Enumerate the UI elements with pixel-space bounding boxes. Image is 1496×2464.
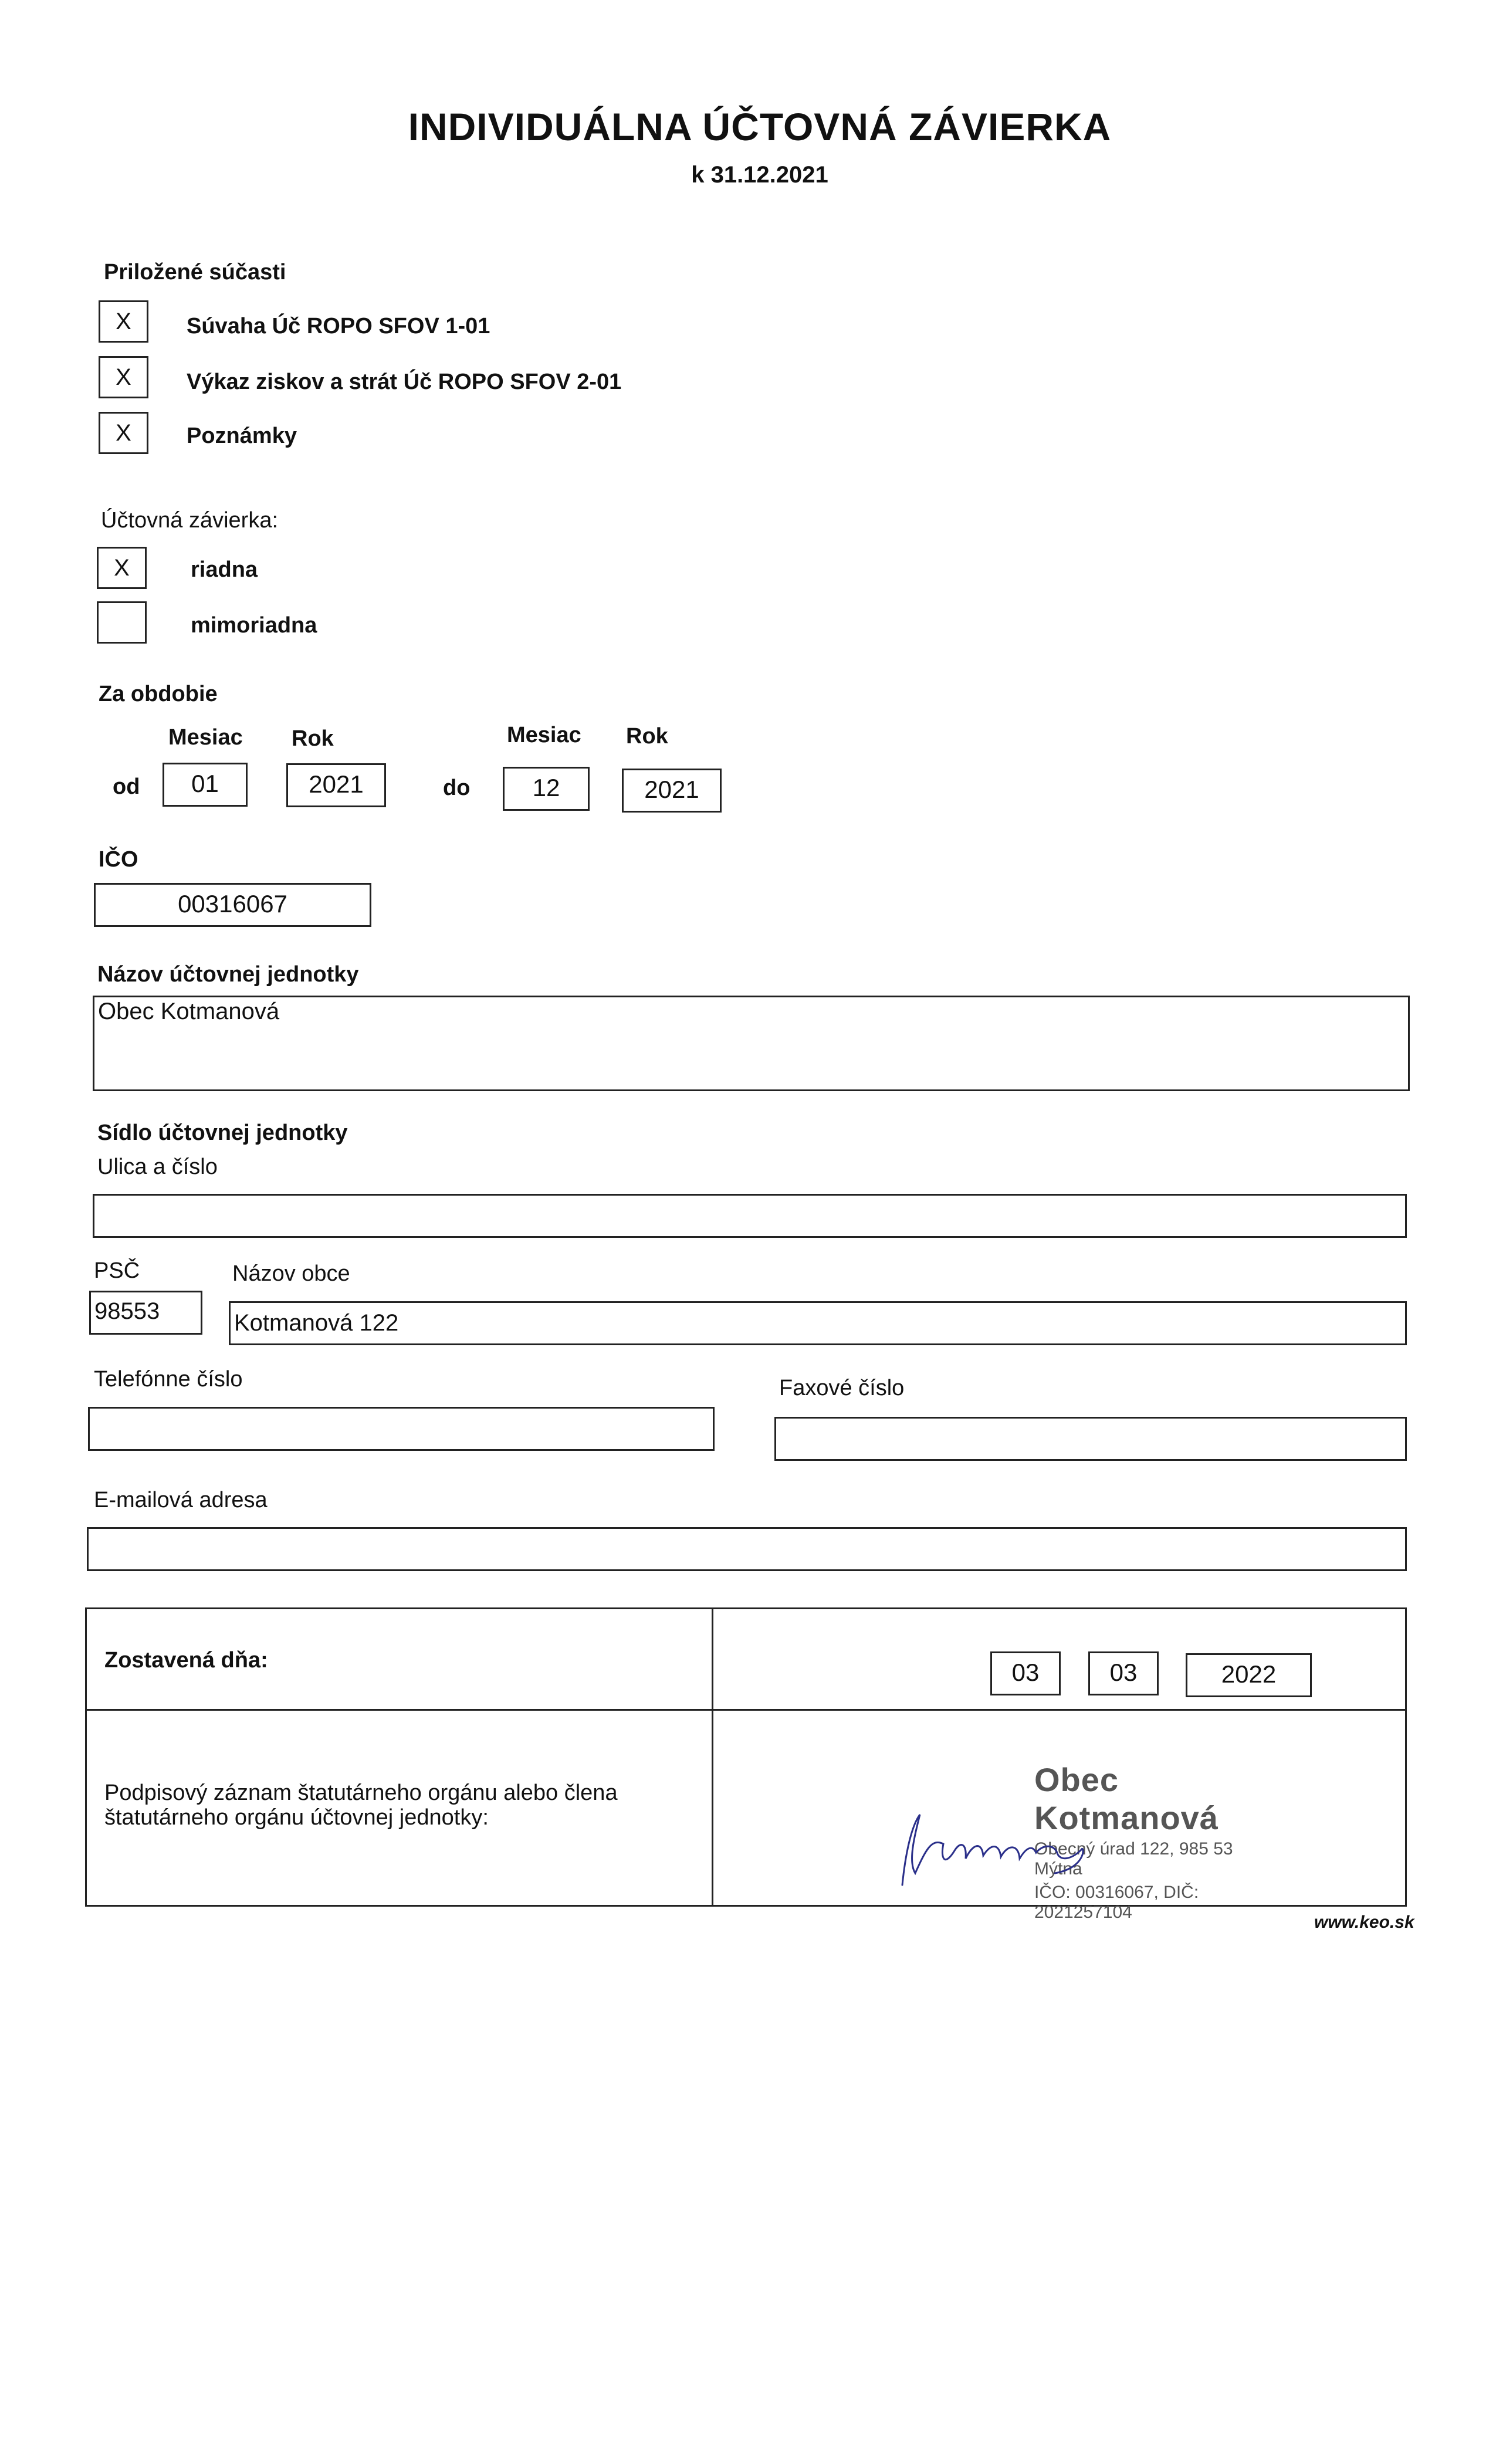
stamp-ids: IČO: 00316067, DIČ: 2021257104 bbox=[1034, 1883, 1199, 1922]
checkbox-balance-sheet[interactable]: X bbox=[99, 300, 148, 343]
table-vertical-divider bbox=[712, 1609, 713, 1905]
phone-field[interactable] bbox=[88, 1407, 715, 1451]
stamp-address: Obecný úrad 122, 985 53 Mýtna bbox=[1034, 1839, 1233, 1879]
period-heading: Za obdobie bbox=[99, 682, 218, 706]
signature-label-line2: štatutárneho orgánu účtovnej jednotky: bbox=[104, 1805, 489, 1830]
compiled-day-field[interactable]: 03 bbox=[990, 1651, 1061, 1695]
footer-url: www.keo.sk bbox=[1314, 1913, 1414, 1932]
from-year-label: Rok bbox=[292, 726, 334, 751]
email-field[interactable] bbox=[87, 1527, 1407, 1571]
from-label: od bbox=[113, 774, 140, 799]
compiled-month-field[interactable]: 03 bbox=[1088, 1651, 1159, 1695]
entity-name-label: Názov účtovnej jednotky bbox=[97, 962, 359, 987]
document-date: k 31.12.2021 bbox=[691, 162, 828, 188]
table-horizontal-divider bbox=[87, 1709, 1405, 1711]
checkbox-regular[interactable]: X bbox=[97, 547, 147, 589]
signature-label-line1: Podpisový záznam štatutárneho orgánu alebo člena bbox=[104, 1781, 618, 1805]
from-year-field[interactable]: 2021 bbox=[286, 763, 386, 807]
email-label: E-mailová adresa bbox=[94, 1488, 268, 1512]
ico-field[interactable]: 00316067 bbox=[94, 883, 371, 927]
stamp-name: Obec Kotmanová bbox=[1034, 1761, 1219, 1836]
attached-parts-heading: Priložené súčasti bbox=[104, 260, 286, 285]
entity-name-field[interactable] bbox=[93, 996, 1410, 1091]
to-month-field[interactable]: 12 bbox=[503, 767, 590, 811]
psc-label: PSČ bbox=[94, 1258, 140, 1283]
label-notes: Poznámky bbox=[187, 424, 297, 448]
label-income-statement: Výkaz ziskov a strát Úč ROPO SFOV 2-01 bbox=[187, 370, 622, 394]
to-year-field[interactable]: 2021 bbox=[622, 769, 722, 813]
label-extraordinary: mimoriadna bbox=[191, 613, 317, 638]
compiled-year-field[interactable]: 2022 bbox=[1186, 1653, 1312, 1697]
document-title: INDIVIDUÁLNA ÚČTOVNÁ ZÁVIERKA bbox=[408, 105, 1112, 148]
checkbox-extraordinary[interactable] bbox=[97, 601, 147, 644]
handwritten-signature bbox=[879, 1803, 1125, 1891]
address-heading: Sídlo účtovnej jednotky bbox=[97, 1121, 348, 1145]
compiled-label: Zostavená dňa: bbox=[104, 1648, 268, 1673]
statement-type-heading: Účtovná závierka: bbox=[101, 508, 279, 533]
signature-table bbox=[85, 1607, 1407, 1922]
from-month-label: Mesiac bbox=[168, 725, 243, 750]
to-month-label: Mesiac bbox=[507, 723, 581, 747]
to-label: do bbox=[443, 776, 471, 800]
fax-label: Faxové číslo bbox=[779, 1376, 905, 1400]
street-field[interactable] bbox=[93, 1194, 1407, 1238]
fax-field[interactable] bbox=[774, 1417, 1407, 1461]
psc-value: 98553 bbox=[94, 1298, 160, 1324]
entity-name-value: Obec Kotmanová bbox=[98, 999, 280, 1024]
label-regular: riadna bbox=[191, 557, 258, 582]
city-field[interactable] bbox=[229, 1301, 1407, 1345]
ico-label: IČO bbox=[99, 847, 138, 872]
street-label: Ulica a číslo bbox=[97, 1155, 218, 1179]
psc-field[interactable] bbox=[89, 1291, 202, 1335]
from-month-field[interactable]: 01 bbox=[163, 763, 248, 807]
city-label: Názov obce bbox=[232, 1261, 350, 1286]
phone-label: Telefónne číslo bbox=[94, 1367, 243, 1392]
to-year-label: Rok bbox=[626, 724, 668, 749]
checkbox-notes[interactable]: X bbox=[99, 412, 148, 454]
city-value: Kotmanová 122 bbox=[234, 1310, 399, 1336]
label-balance-sheet: Súvaha Úč ROPO SFOV 1-01 bbox=[187, 314, 490, 339]
checkbox-income-statement[interactable]: X bbox=[99, 356, 148, 398]
